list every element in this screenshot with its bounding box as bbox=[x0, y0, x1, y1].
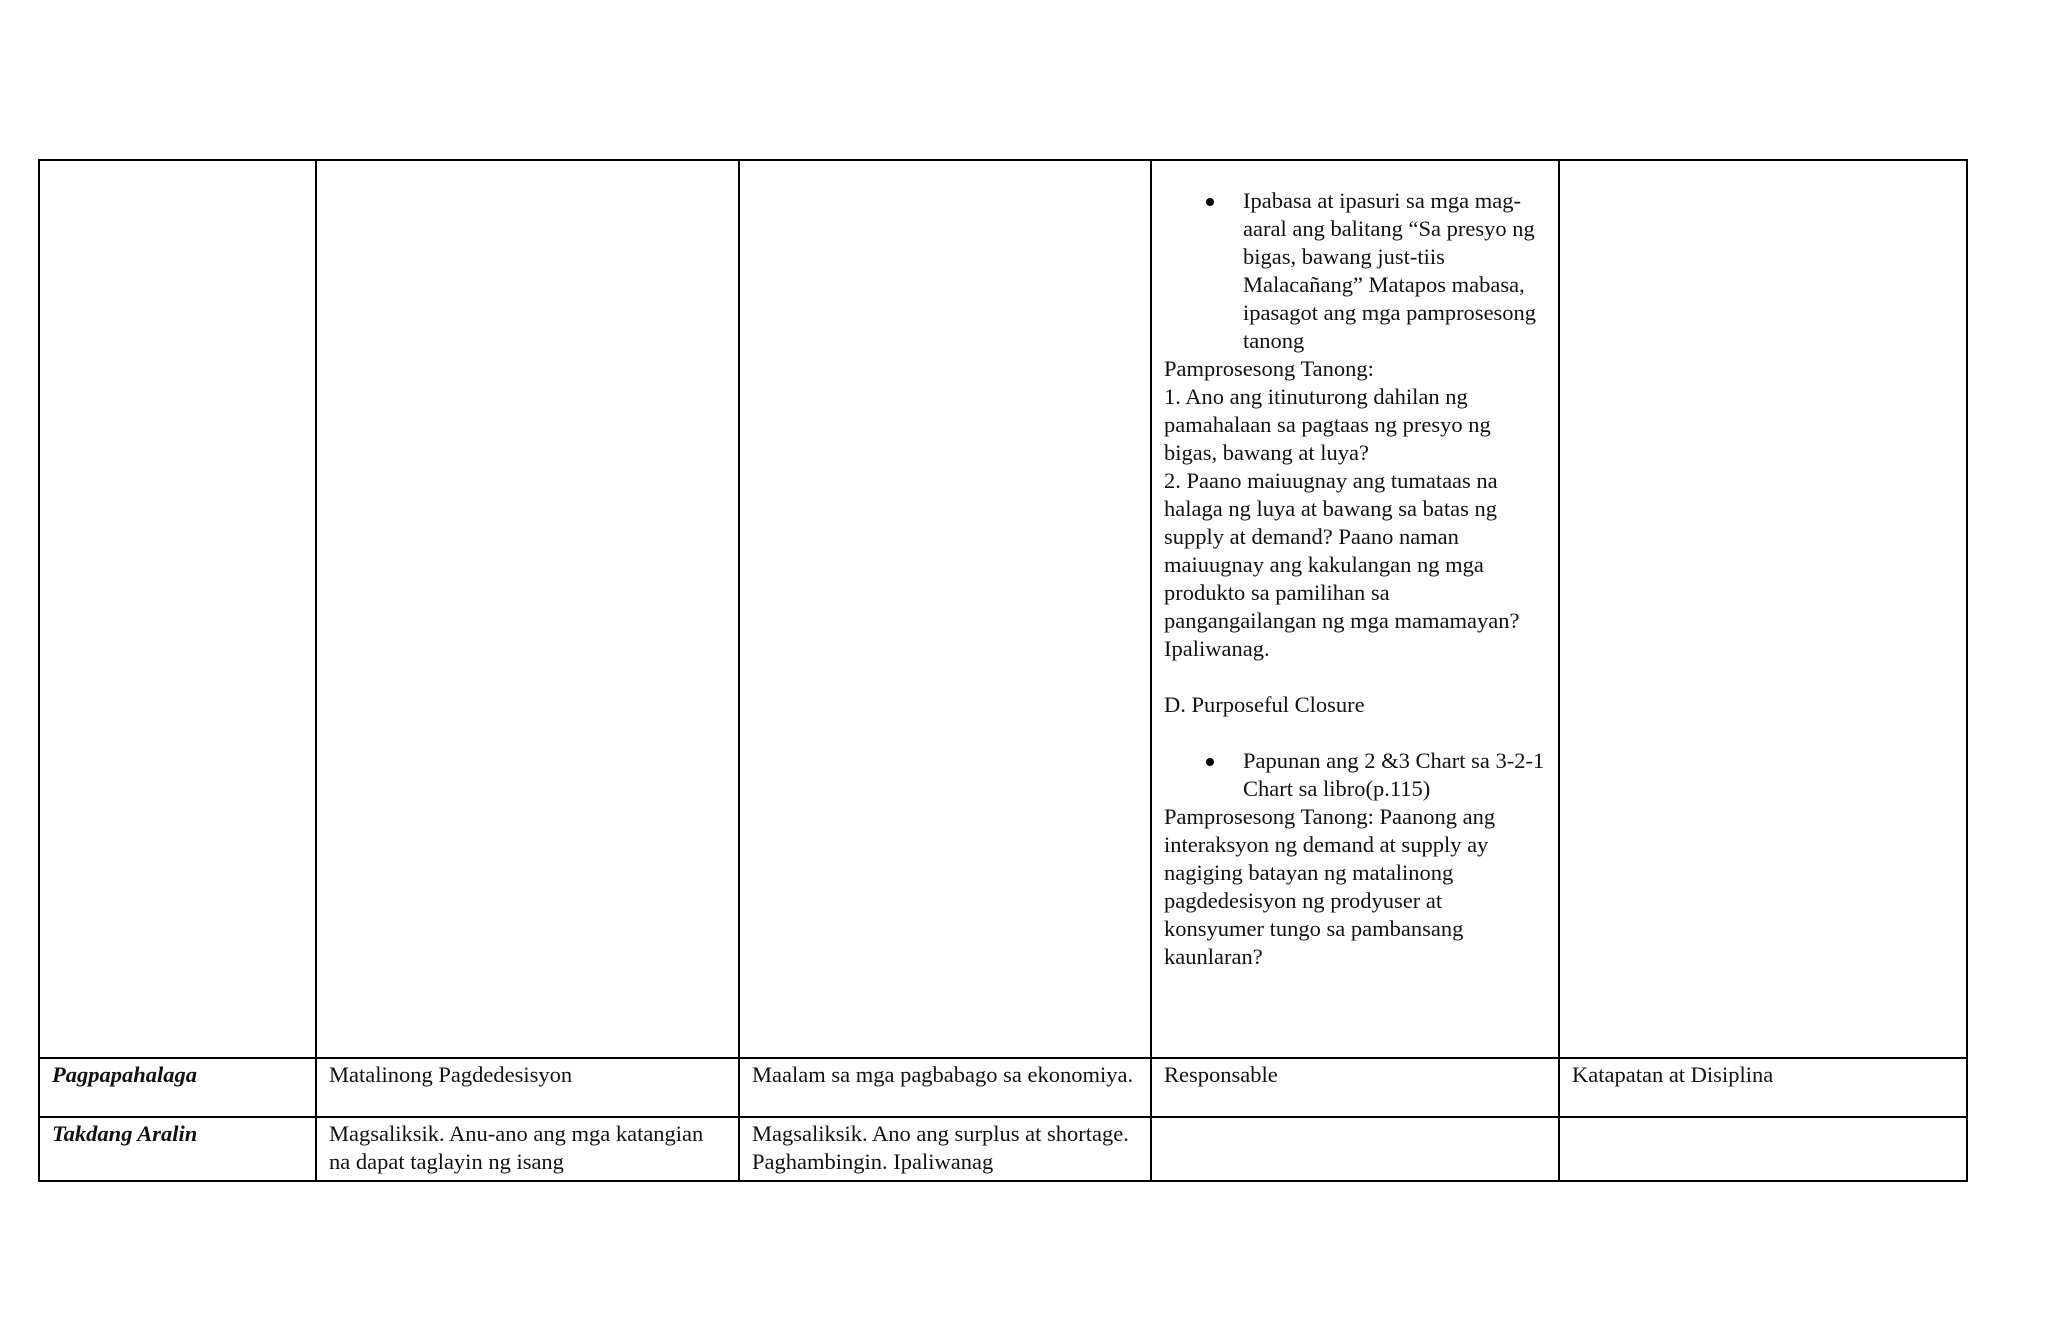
questions-heading: Pamprosesong Tanong: bbox=[1164, 356, 1374, 381]
cell-empty-2 bbox=[739, 160, 1151, 1058]
table-row-activities bbox=[39, 160, 1967, 1058]
list-item-chart bbox=[1243, 747, 1546, 803]
row-label-pagpapahalaga: Pagpapahalaga bbox=[39, 1058, 316, 1117]
bullet-icon bbox=[1206, 758, 1214, 766]
question-2: 2. Paano maiuugnay ang tumataas na halaga ng luya at bawang sa batas ng supply at demand? Paano naman maiuugnay ang kakulangan ng mga produkto sa pamilihan sa pangangailangan ng mga mamamayan? Ipaliwanag. bbox=[1164, 468, 1520, 661]
chart-instruction: Papunan ang 2 &3 Chart sa 3-2-1 Chart sa libro(p.115) bbox=[1243, 748, 1545, 801]
value-col-4: Katapatan at Disiplina bbox=[1559, 1058, 1967, 1117]
value-col-3: Responsable bbox=[1151, 1058, 1559, 1117]
value-col-2: Maalam sa mga pagbabago sa ekonomiya. bbox=[739, 1058, 1151, 1117]
cell-empty-1 bbox=[316, 160, 739, 1058]
cell-empty-4 bbox=[1559, 160, 1967, 1058]
value-col-1: Matalinong Pagdedesisyon bbox=[316, 1058, 739, 1117]
homework-col-3 bbox=[1151, 1117, 1559, 1181]
reading-instruction: Ipabasa at ipasuri sa mga mag-aaral ang balitang “Sa presyo ng bigas, bawang just-tiis Malacañang” Matapos mabasa, ipasagot ang mga pamprosesong tanong bbox=[1243, 188, 1537, 353]
table-row-pagpapahalaga bbox=[39, 1058, 1967, 1117]
lesson-plan-table bbox=[38, 159, 1968, 1182]
list-item-reading bbox=[1243, 187, 1546, 355]
cell-label-empty bbox=[39, 160, 316, 1058]
question-1: 1. Ano ang itinuturong dahilan ng pamahalaan sa pagtaas ng presyo ng bigas, bawang at luya? bbox=[1164, 384, 1491, 465]
cell-activity-content bbox=[1151, 160, 1559, 1058]
homework-col-1: Magsaliksik. Anu-ano ang mga katangian na dapat taglayin ng isang bbox=[316, 1117, 739, 1181]
bullet-list-reading bbox=[1164, 187, 1546, 355]
closure-heading: D. Purposeful Closure bbox=[1164, 692, 1365, 717]
homework-col-4 bbox=[1559, 1117, 1967, 1181]
bullet-icon bbox=[1206, 198, 1214, 206]
bullet-list-chart bbox=[1164, 747, 1546, 803]
homework-col-2: Magsaliksik. Ano ang surplus at shortage. Paghambingin. Ipaliwanag bbox=[739, 1117, 1151, 1181]
row-label-takdang-aralin: Takdang Aralin bbox=[39, 1117, 316, 1181]
closing-question: Pamprosesong Tanong: Paanong ang interaksyon ng demand at supply ay nagiging batayan ng matalinong pagdedesisyon ng prodyuser at konsyumer tungo sa pambansang kaunlaran? bbox=[1164, 804, 1496, 969]
table-row-takdang-aralin bbox=[39, 1117, 1967, 1181]
